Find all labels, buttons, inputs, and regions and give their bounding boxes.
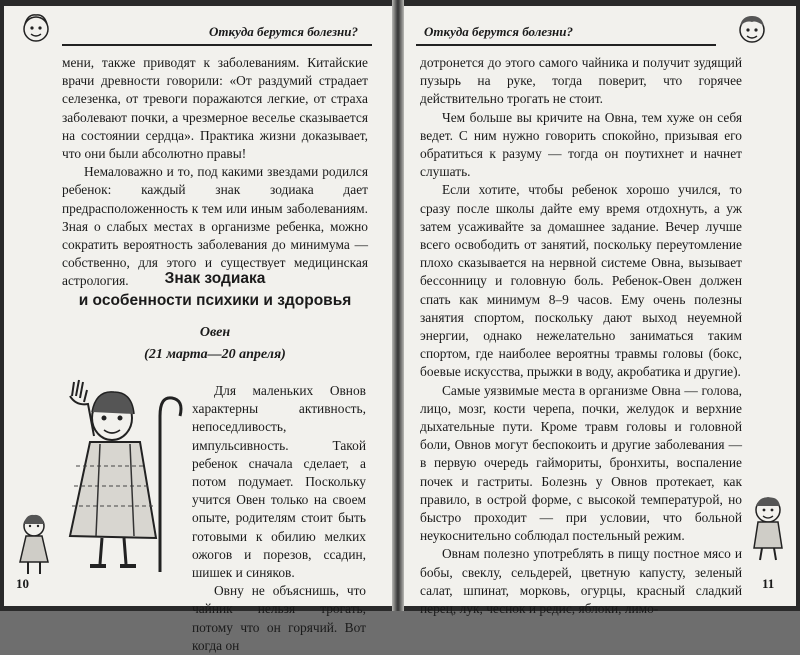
paragraph: Для маленьких Овнов характерны активность, непоседливость, импульсивность. Такой ребенок сначала сделает, а потом подумает. Поскольку учится Овен только на своем опыте, родителям стоит быть готовыми к обилию мелких ожогов и порезов, ссадин, шишек и синяков. bbox=[192, 383, 366, 581]
page-header bbox=[62, 20, 372, 46]
body-text-top bbox=[62, 54, 368, 291]
left-page bbox=[4, 6, 392, 653]
page-number: 11 bbox=[762, 576, 775, 591]
body-text bbox=[420, 54, 742, 618]
small-girl-illustration bbox=[14, 512, 54, 578]
header-title: Откуда берутся болезни? bbox=[424, 24, 573, 39]
paragraph: Если хотите, чтобы ребенок хорошо учился, то сразу после школы дайте ему время отдохнуть, а уж затем усаживайте за домашнее задание. Вечер лучше всего освободить от занятий, поскольку переутомление плохо сказывается на нервной системе Овна, вызывает бессонницу и головную боль. Ребенок-Овен должен спать как минимум 8–9 часов. Ему очень полезны занятия спортом, поскольку дают выход неуемной энергии, однако нежелательно заниматься таким спортом, где наиболее вероятны травмы головы (бокс, боевые искусства, прыжки в воду, акробатика и другие). bbox=[420, 182, 742, 380]
zodiac-sign-heading bbox=[62, 322, 368, 366]
section-title-line: Знак зодиака bbox=[164, 270, 266, 287]
paragraph: мени, также приводят к заболеваниям. Китайские врачи древности говорили: «От раздумий страдает селезенка, от тревоги поражаются легкие, от страха заболевают почки, а чрезмерное веселье сказывается на состоянии сердца». Практика жизни доказывает, что они были абсолютно правы! bbox=[62, 55, 368, 162]
section-title-line: и особенности психики и здоровья bbox=[78, 292, 352, 309]
paragraph: Чем больше вы кричите на Овна, тем хуже он себя ведет. С ним нужно говорить спокойно, призывая его обратиться к разуму — тогда он поутихнет и начнет слушать. bbox=[420, 109, 742, 180]
page-number: 10 bbox=[16, 576, 29, 591]
book-gutter bbox=[392, 0, 404, 611]
right-page bbox=[404, 6, 796, 617]
child-face-icon bbox=[18, 10, 54, 46]
paragraph: Самые уязвимые места в организме Овна — голова, лицо, мозг, кости черепа, почки, желудок и верхние дыхательные пути. Кроме травм головы и головной боли, Овнов могут беспокоить и другие заболевания — в первую очередь гаймориты, бронхиты, воспаление почек и гастриты. Болезнь у Овнов протекает, как правило, в острой форме, с высокой температурой, но быстро проходит — при условии, что больной неукоснительно соблюдал постельный режим. bbox=[420, 382, 742, 544]
body-text-side bbox=[192, 382, 366, 655]
header-title: Откуда берутся болезни? bbox=[209, 24, 358, 39]
small-boy-illustration bbox=[746, 494, 792, 564]
sign-dates: (21 марта—20 апреля) bbox=[144, 347, 286, 362]
paragraph: Немаловажно и то, под какими звездами родился ребенок: каждый знак зодиака дает предрасположенность к тем или иным заболеваниям. Зная о слабых местах в организме ребенка, можно сократить вероятность заболевания до минимума — собственно, для этого и существует медицинская астрология. bbox=[62, 164, 368, 289]
paragraph: Овну не объяснишь, что чайник нельзя трогать, потому что он горячий. Вот когда он bbox=[192, 583, 366, 653]
header-rule bbox=[416, 44, 716, 46]
child-face-icon bbox=[734, 10, 770, 46]
paragraph: дотронется до этого самого чайника и получит зудящий пузырь на руке, тогда поверит, что горячее действительно трогать не стоит. bbox=[420, 55, 742, 107]
page-header bbox=[416, 20, 716, 46]
header-rule bbox=[62, 44, 372, 46]
shepherd-boy-illustration bbox=[60, 376, 188, 576]
sign-name: Овен bbox=[199, 325, 231, 340]
section-title bbox=[62, 268, 368, 312]
paragraph: Овнам полезно употреблять в пищу постное мясо и бобы, свеклу, сельдерей, цветную капусту, зеленый салат, шпинат, морковь, огурцы, красный сладкий перец, лук, чеснок и редис, яблоки, лимо- bbox=[420, 546, 742, 617]
